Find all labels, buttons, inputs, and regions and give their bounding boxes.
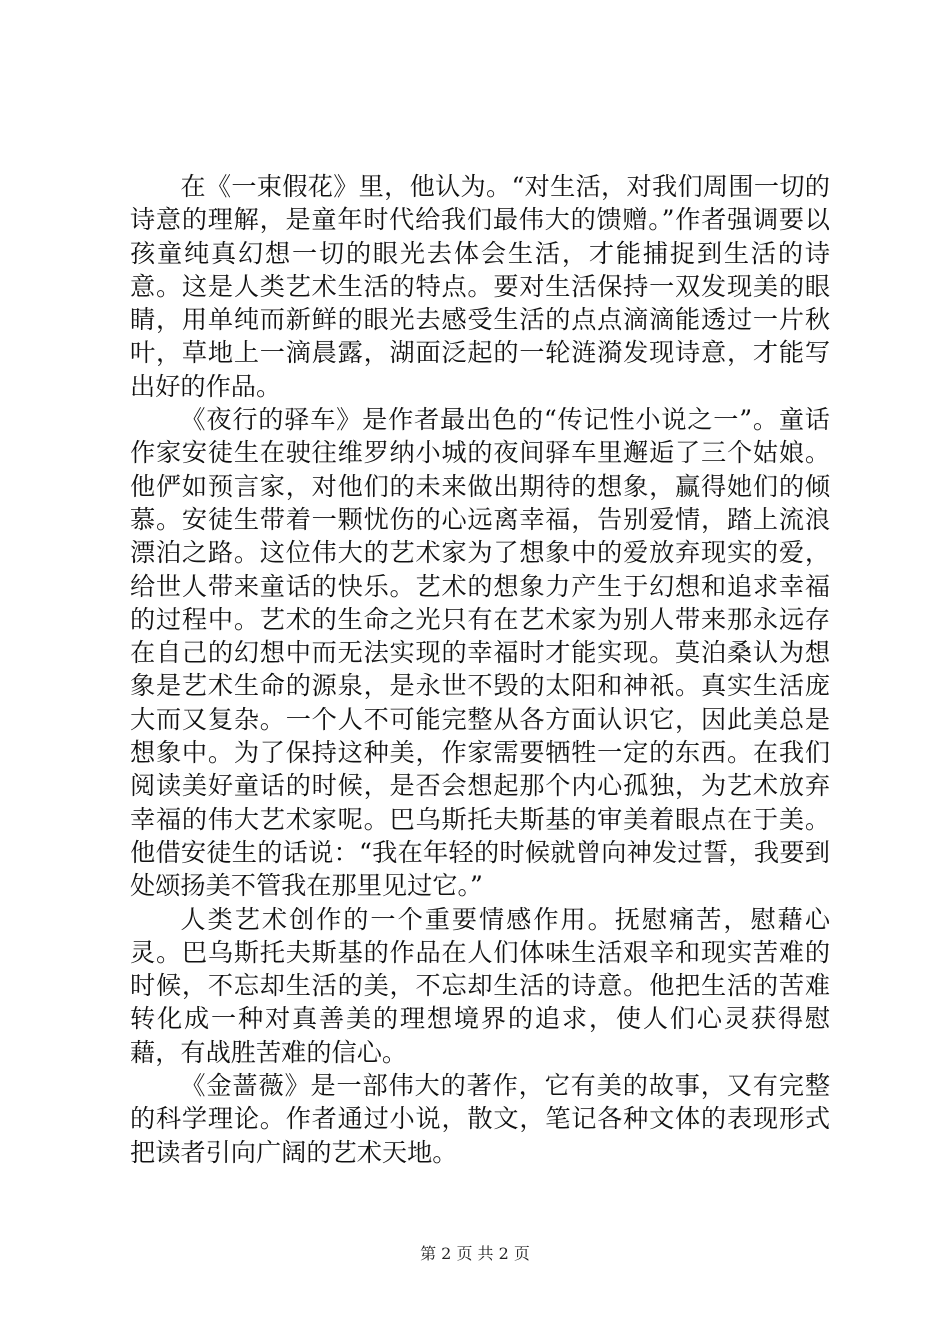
page-footer — [0, 1244, 950, 1264]
paragraph-fake-flowers: 在《一束假花》里，他认为。“对生活，对我们周围一切的诗意的理解，是童年时代给我们最伟大的馈赠。”作者强调要以孩童纯真幻想一切的眼光去体会生活，才能捕捉到生活的诗意。这是人类艺术生活的特点。要对生活保持一双发现美的眼睛，用单纯而新鲜的眼光去感受生活的点点滴滴能透过一片秋叶，草地上一滴晨露，湖面泛起的一轮涟漪发现诗意，才能写出好的作品。 — [130, 172, 830, 401]
page-number: 第 2 页 共 2 页 — [420, 1244, 530, 1263]
document-body — [130, 170, 830, 1169]
paragraph-night-coach: 《夜行的驿车》是作者最出色的“传记性小说之一”。童话作家安徒生在驶往维罗纳小城的夜间驿车里邂逅了三个姑娘。他俨如预言家，对他们的未来做出期待的想象，赢得她们的倾慕。安徒生带着一颗忧伤的心远离幸福，告别爱情，踏上流浪漂泊之路。这位伟大的艺术家为了想象中的爱放弃现实的爱，给世人带来童话的快乐。艺术的想象力产生于幻想和追求幸福的过程中。艺术的生命之光只有在艺术家为别人带来那永远存在自己的幻想中而无法实现的幸福时才能实现。莫泊桑认为想象是艺术生命的源泉，是永世不毁的太阳和神祇。真实生活庞大而又复杂。一个人不可能完整从各方面认识它，因此美总是想象中。为了保持这种美，作家需要牺牲一定的东西。在我们阅读美好童话的时候，是否会想起那个内心孤独，为艺术放弃幸福的伟大艺术家呢。巴乌斯托夫斯基的审美着眼点在于美。他借安徒生的话说：“我在年轻的时候就曾向神发过誓，我要到处颂扬美不管我在那里见过它。” — [130, 405, 830, 901]
paragraph-golden-rose: 《金蔷薇》是一部伟大的著作，它有美的故事，又有完整的科学理论。作者通过小说，散文，笔记各种文体的表现形式把读者引向广阔的艺术天地。 — [130, 1071, 830, 1167]
paragraph-art-comfort: 人类艺术创作的一个重要情感作用。抚慰痛苦，慰藉心灵。巴乌斯托夫斯基的作品在人们体味生活艰辛和现实苦难的时候，不忘却生活的美，不忘却生活的诗意。他把生活的苦难转化成一种对真善美的理想境界的追求，使人们心灵获得慰藉，有战胜苦难的信心。 — [130, 904, 830, 1067]
